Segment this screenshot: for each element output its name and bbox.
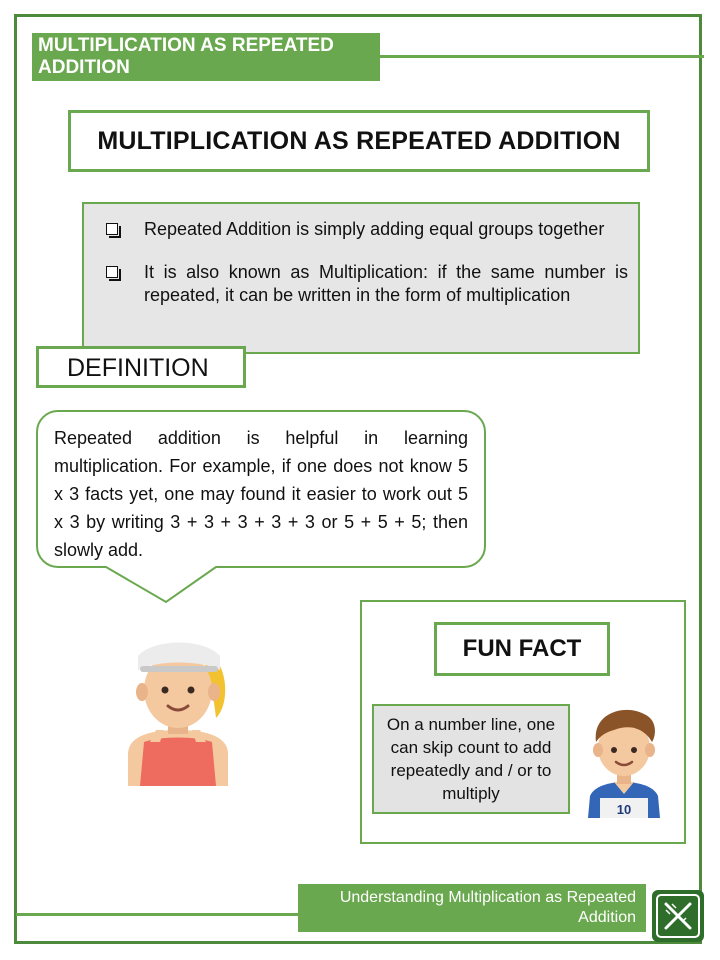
fun-fact-text: On a number line, one can skip count to add repeatedly and / or to multiply — [372, 704, 570, 814]
definition-label: DEFINITION — [36, 346, 246, 388]
checkbox-bullet-icon — [106, 223, 126, 235]
pencil-ruler-logo-icon — [652, 890, 704, 942]
list-item — [106, 218, 628, 241]
boy-avatar-icon — [584, 702, 664, 818]
checkbox-bullet-icon — [106, 266, 126, 278]
header-tab: MULTIPLICATION AS REPEATED ADDITION — [32, 33, 380, 81]
page-title: MULTIPLICATION AS REPEATED ADDITION — [68, 110, 650, 172]
bullet-text: It is also known as Multiplication: if the same number is repeated, it can be written in the form of multiplication — [144, 262, 628, 305]
jersey-number: 10 — [616, 802, 632, 817]
definition-speech-bubble: Repeated addition is helpful in learning multiplication. For example, if one does not know 5 x 3 facts yet, one may found it easier to work out 5 x 3 by writing 3 + 3 + 3 + 3 + 3 or 5 + 5 + 5; then slowly add. — [36, 410, 486, 568]
footer-rule — [16, 913, 300, 916]
speech-bubble-tail — [106, 566, 216, 604]
bullet-text: Repeated Addition is simply adding equal groups together — [144, 219, 605, 239]
footer-title: Understanding Multiplication as Repeated Addition — [298, 884, 646, 932]
bullet-list — [82, 202, 640, 354]
header-rule — [380, 55, 704, 58]
list-item — [106, 261, 628, 307]
girl-avatar-icon — [124, 626, 232, 786]
fun-fact-title: FUN FACT — [434, 622, 610, 676]
